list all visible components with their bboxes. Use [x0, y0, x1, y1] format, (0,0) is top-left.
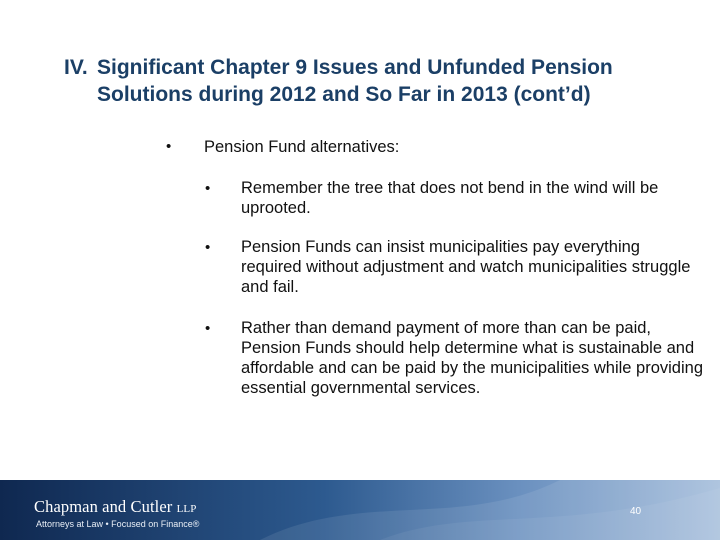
- firm-tagline: Attorneys at Law • Focused on Finance®: [36, 519, 200, 529]
- sub-bullet: •: [205, 320, 211, 337]
- main-point: Pension Fund alternatives:: [204, 138, 400, 156]
- slide-title: [64, 54, 704, 108]
- sub-point-text: Remember the tree that does not bend in the wind will be uprooted.: [241, 179, 659, 217]
- section-number: IV.: [64, 56, 88, 79]
- firm-logo: Chapman and Cutler LLP: [34, 497, 197, 516]
- slide-title-line2: Solutions during 2012 and So Far in 2013 (cont’d): [97, 83, 591, 106]
- page-number: 40: [630, 506, 642, 517]
- firm-logo-suffix: LLP: [176, 503, 197, 515]
- sub-point-text: Rather than demand payment of more than can be paid, Pension Funds should help determine what is sustainable and affordable and can be paid by the municipalities while providing essential governmental services.: [241, 319, 703, 397]
- sub-bullet: •: [205, 180, 211, 197]
- sub-bullet: •: [205, 239, 211, 256]
- sub-point-text: Pension Funds can insist municipalities pay everything required without adjustment and watch municipalities struggle and fail.: [241, 238, 691, 296]
- slide-title-line1: IV. Significant Chapter 9 Issues and Unfunded Pension: [64, 56, 613, 79]
- main-bullet: •: [166, 138, 172, 155]
